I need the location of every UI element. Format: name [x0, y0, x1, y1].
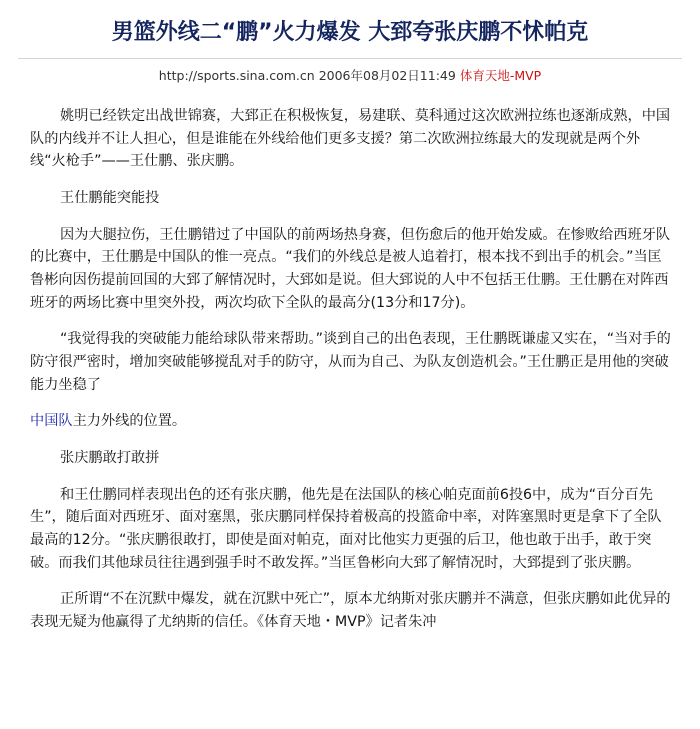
headline-container: [0, 18, 700, 48]
paragraph-wang-position-text: 主力外线的位置。: [72, 413, 187, 430]
paragraph-wang-injury: 因为大腿拉伤，王仕鹏错过了中国队的前两场热身赛，但伤愈后的他开始发威。在惨败给西班牙队的比赛中，王仕鹏是中国队的惟一亮点。“我们的外线总是被人追着打，根本找不到出手的机会。”当匡鲁彬向因伤提前回国的大郅了解情况时，大郅如是说。但大郅说的人中不包括王仕鹏。王仕鹏在对阵西班牙的两场比赛中里突外投，两次均砍下全队的最高分(13分和17分)。: [30, 226, 671, 311]
paragraph-intro: 姚明已经铁定出战世锦赛，大郅正在积极恢复，易建联、莫科通过这次欧洲拉练也逐渐成熟，中国队的内线并不让人担心，但是谁能在外线给他们更多支援？第二次欧洲拉练最大的发现就是两个外线“火枪手”——王仕鹏、张庆鹏。: [30, 108, 671, 170]
article-headline: 男篮外线二“鹏”火力爆发 大郅夸张庆鹏不怵帕克: [111, 20, 589, 45]
article-meta: [0, 67, 700, 85]
paragraph-wang-position: [30, 410, 672, 433]
paragraph-wang-quote: “我觉得我的突破能力能给球队带来帮助。”谈到自己的出色表现，王仕鹏既谦虚又实在，“当对手的防守很严密时，增加突破能够搅乱对手的防守，从而为自己、为队友创造机会。”王仕鹏正是用他的突破能力坐稳了: [30, 331, 671, 393]
paragraph-closing: 正所谓“不在沉默中爆发，就在沉默中死亡”，原本尤纳斯对张庆鹏并不满意，但张庆鹏如此优异的表现无疑为他赢得了尤纳斯的信任。《体育天地・MVP》记者朱冲: [30, 591, 671, 630]
meta-url: http://sports.sina.com.cn: [158, 68, 315, 83]
headline-divider: [18, 58, 682, 59]
china-team-link[interactable]: 中国队: [30, 413, 73, 430]
section-heading-zhang: 张庆鹏敢打敢拼: [60, 450, 160, 467]
section-heading-wang: 王仕鹏能突能投: [60, 189, 160, 206]
meta-source-link[interactable]: 体育天地-MVP: [459, 68, 542, 83]
meta-datetime: 2006年08月02日11:49: [318, 68, 456, 83]
paragraph-zhang-performance: 和王仕鹏同样表现出色的还有张庆鹏，他先是在法国队的核心帕克面前6投6中，成为“百分百先生”，随后面对西班牙、面对塞黑，张庆鹏同样保持着极高的投篮命中率，对阵塞黑时更是拿下了全队最高的12分。“张庆鹏很敢打，即使是面对帕克，面对比他实力更强的后卫，他也敢于出手，敢于突破。而我们其他球员往往遇到强手时不敢发挥。”当匡鲁彬向大郅了解情况时，大郅提到了张庆鹏。: [30, 486, 662, 571]
article-body: [30, 105, 672, 648]
